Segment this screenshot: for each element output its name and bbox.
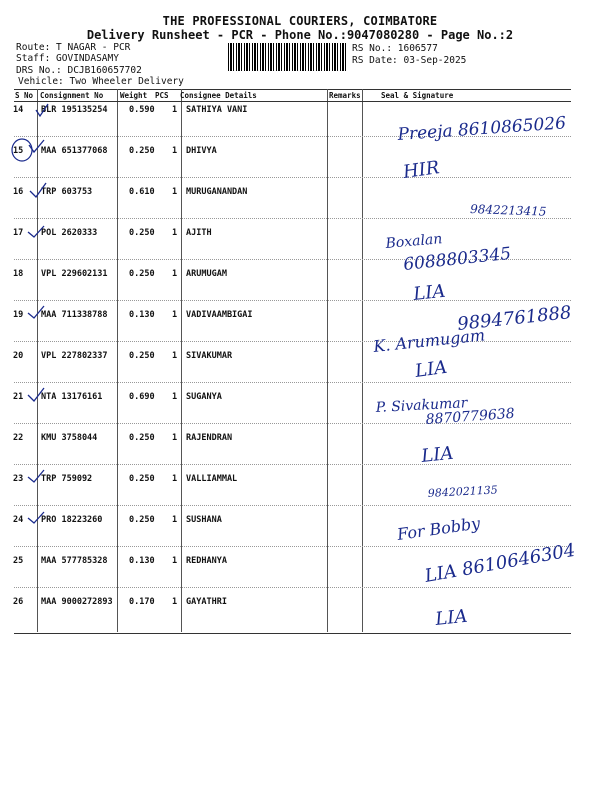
signature-ink: K. Arumugam [372, 325, 486, 356]
signature-ink: LIA [434, 605, 469, 630]
rs-number: RS No.: 1606577 [352, 43, 438, 54]
row-pcs: 1 [172, 515, 178, 525]
row-consignee-name: SUSHANA [186, 515, 222, 525]
row-serial-number: 21 [13, 392, 24, 402]
row-weight: 0.250 [129, 474, 155, 484]
row-consignee-name: SUGANYA [186, 392, 222, 402]
row-weight: 0.250 [129, 228, 155, 238]
signature-ink: P. Sivakumar [375, 395, 468, 416]
row-weight: 0.170 [129, 597, 155, 607]
col-header-weight: Weight [120, 91, 148, 100]
row-consignment-number: MAA 9000272893 [41, 597, 113, 607]
row-pcs: 1 [172, 105, 178, 115]
col-header-consignment: Consignment No [40, 91, 104, 100]
row-serial-number: 20 [13, 351, 24, 361]
row-serial-number: 15 [13, 146, 24, 156]
row-consignee-name: SATHIYA VANI [186, 105, 248, 115]
signature-ink: LIA [412, 280, 447, 305]
row-consignee-name: RAJENDRAN [186, 433, 233, 443]
signature-ink: LIA 8610646304 [423, 539, 577, 587]
col-header-remarks: Remarks [329, 91, 361, 100]
check-mark [28, 512, 44, 523]
row-weight: 0.130 [129, 556, 155, 566]
row-weight: 0.250 [129, 269, 155, 279]
row-weight: 0.590 [129, 105, 155, 115]
col-header-seal: Seal & Signature [381, 91, 454, 100]
row-serial-number: 16 [13, 187, 24, 197]
check-mark [28, 388, 44, 401]
row-consignee-name: REDHANYA [186, 556, 227, 566]
check-mark [28, 226, 44, 237]
row-consignee-name: ARUMUGAM [186, 269, 227, 279]
row-serial-number: 19 [13, 310, 24, 320]
signature-ink: 9842021135 [427, 483, 499, 500]
row-consignee-name: GAYATHRI [186, 597, 227, 607]
vehicle-label: Vehicle: Two Wheeler Delivery [18, 76, 184, 87]
row-consignee-name: DHIVYA [186, 146, 217, 156]
row-consignment-number: KMU 3758044 [41, 433, 98, 443]
signature-ink: HIR [401, 157, 441, 183]
row-consignment-number: VPL 227802337 [41, 351, 108, 361]
signature-ink: 9894761888 [456, 302, 573, 335]
row-consignment-number: TRP 759092 [41, 474, 93, 484]
row-weight: 0.250 [129, 433, 155, 443]
row-consignment-number: MAA 711338788 [41, 310, 108, 320]
row-consignee-name: MURUGANANDAN [186, 187, 248, 197]
check-mark [36, 104, 48, 116]
signature-ink: LIA [413, 356, 449, 382]
serial-circle-mark [12, 139, 32, 161]
row-consignment-number: BLR 195135254 [41, 105, 108, 115]
col-header-sno: S No [15, 91, 34, 100]
drs-number: DRS No.: DCJB160657702 [16, 65, 142, 76]
row-serial-number: 17 [13, 228, 24, 238]
signature-ink: Preeja 8610865026 [396, 113, 567, 145]
row-consignee-name: VADIVAAMBIGAI [186, 310, 253, 320]
signature-ink: 6088803345 [402, 243, 513, 275]
check-mark [28, 306, 44, 318]
row-consignment-number: PRO 18223260 [41, 515, 103, 525]
row-pcs: 1 [172, 433, 178, 443]
route-label: Route: T NAGAR - PCR [16, 42, 131, 53]
row-weight: 0.250 [129, 351, 155, 361]
staff-label: Staff: GOVINDASAMY [16, 53, 119, 64]
row-consignment-number: VPL 229602131 [41, 269, 108, 279]
row-serial-number: 18 [13, 269, 24, 279]
check-mark [30, 183, 46, 197]
row-serial-number: 23 [13, 474, 24, 484]
row-pcs: 1 [172, 351, 178, 361]
signature-ink: 8870779638 [425, 405, 516, 428]
signature-ink: Boxalan [384, 231, 443, 252]
row-pcs: 1 [172, 556, 178, 566]
row-serial-number: 26 [13, 597, 24, 607]
row-serial-number: 14 [13, 105, 24, 115]
row-pcs: 1 [172, 310, 178, 320]
row-consignment-number: TRP 603753 [41, 187, 93, 197]
row-pcs: 1 [172, 474, 178, 484]
row-pcs: 1 [172, 187, 178, 197]
row-serial-number: 25 [13, 556, 24, 566]
row-weight: 0.690 [129, 392, 155, 402]
row-serial-number: 22 [13, 433, 24, 443]
row-consignee-name: VALLIAMMAL [186, 474, 238, 484]
rs-date: RS Date: 03-Sep-2025 [352, 55, 467, 66]
row-pcs: 1 [172, 146, 178, 156]
check-mark [28, 470, 44, 482]
runsheet-subtitle: Delivery Runsheet - PCR - Phone No.:9047080280 - Page No.:2 [86, 28, 514, 42]
row-consignee-name: SIVAKUMAR [186, 351, 233, 361]
col-header-pcs: PCS [155, 91, 169, 100]
row-pcs: 1 [172, 597, 178, 607]
signature-ink: 9842213415 [469, 202, 547, 219]
company-title: THE PROFESSIONAL COURIERS, COIMBATORE [162, 14, 438, 28]
row-pcs: 1 [172, 228, 178, 238]
col-header-consignee: Consignee Details [180, 91, 257, 100]
signature-ink: LIA [420, 442, 455, 467]
row-weight: 0.610 [129, 187, 155, 197]
row-weight: 0.130 [129, 310, 155, 320]
row-consignment-number: MAA 577785328 [41, 556, 108, 566]
row-weight: 0.250 [129, 515, 155, 525]
row-serial-number: 24 [13, 515, 24, 525]
row-consignment-number: POL 2620333 [41, 228, 98, 238]
row-weight: 0.250 [129, 146, 155, 156]
row-pcs: 1 [172, 392, 178, 402]
row-consignee-name: AJITH [186, 228, 212, 238]
row-consignment-number: MAA 651377068 [41, 146, 108, 156]
signature-ink: For Bobby [395, 513, 482, 544]
row-pcs: 1 [172, 269, 178, 279]
row-consignment-number: NTA 13176161 [41, 392, 103, 402]
